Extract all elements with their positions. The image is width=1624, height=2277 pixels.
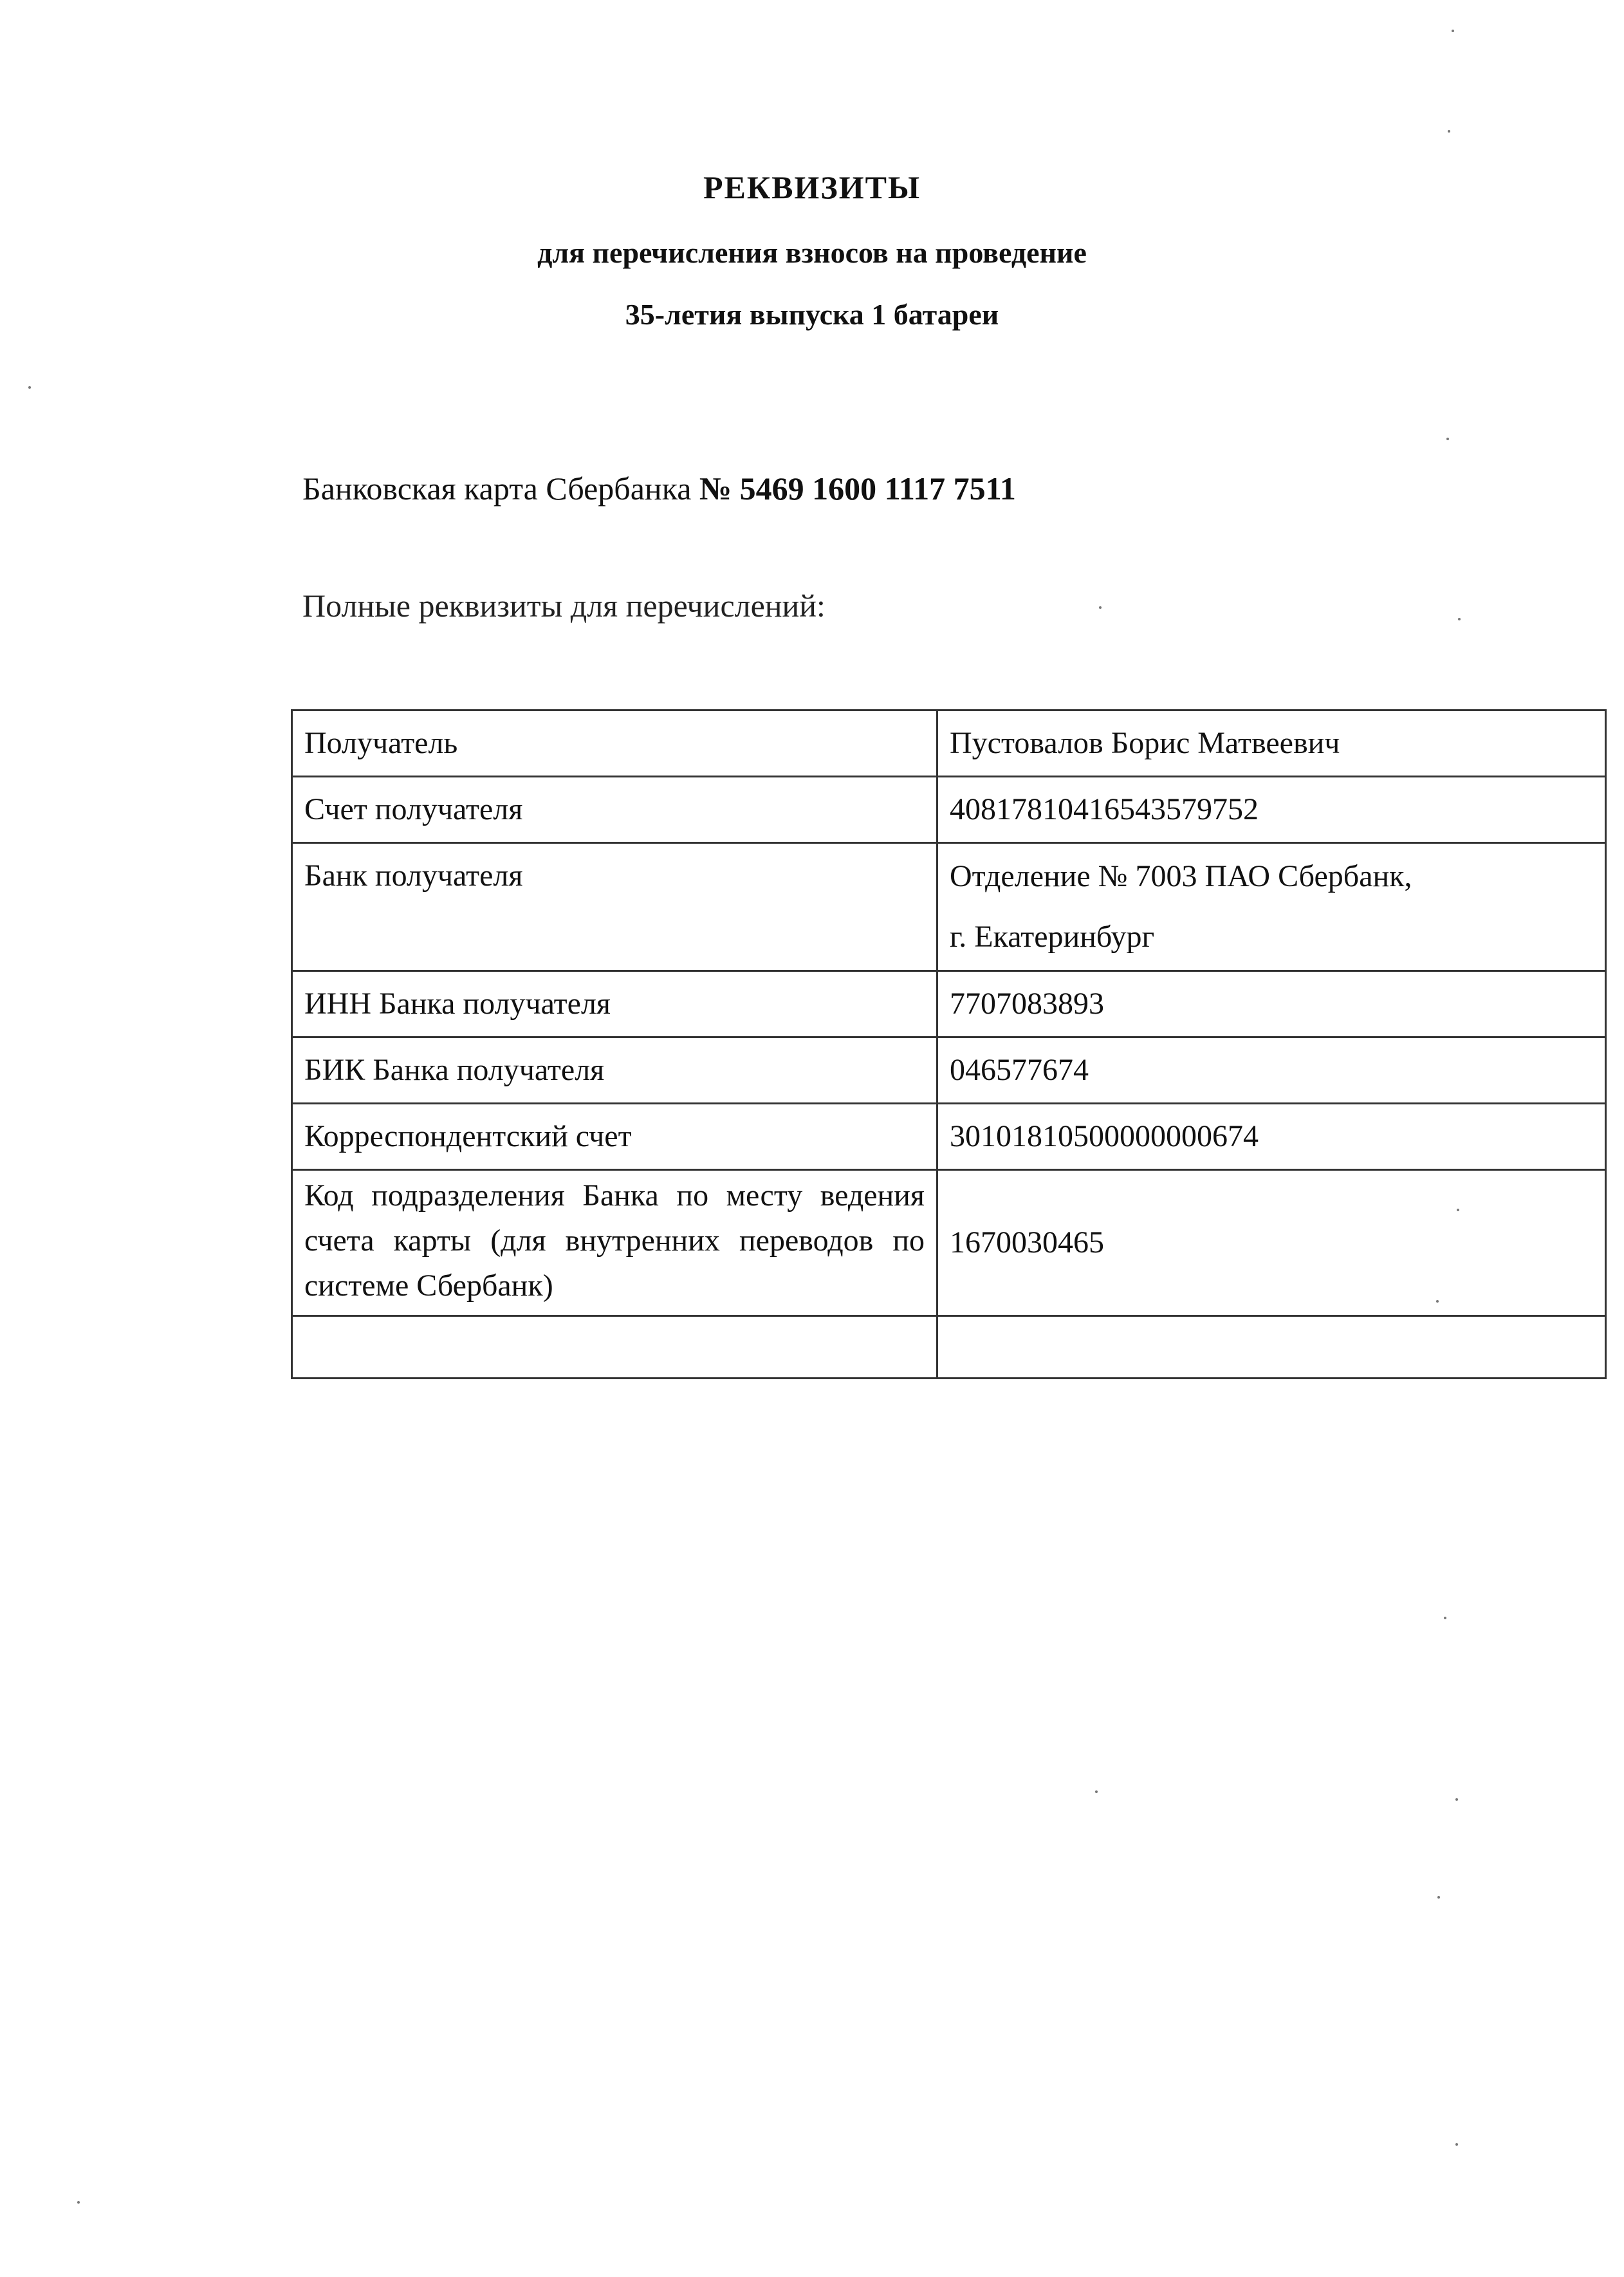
- scan-speck: [1448, 130, 1450, 133]
- row-label-corr-account: Корреспондентский счет: [292, 1104, 937, 1170]
- scan-speck: [1455, 2143, 1458, 2146]
- table-row: [292, 1170, 1606, 1316]
- scan-speck: [1455, 1798, 1458, 1801]
- row-label-division-code: Код подразделения Банка по месту ведения счета карты (для внутренних переводов по системе Сбербанк): [292, 1170, 937, 1316]
- row-value-empty: [937, 1316, 1606, 1379]
- subtitle-line-1: для перечисления взносов на проведение: [537, 236, 1087, 269]
- row-value-corr-account: 30101810500000000674: [937, 1104, 1606, 1170]
- row-value-bik: 046577674: [937, 1037, 1606, 1104]
- scan-speck: [1457, 1209, 1459, 1211]
- subtitle-line-2: 35-летия выпуска 1 батареи: [625, 298, 999, 331]
- scan-speck: [1436, 1300, 1439, 1303]
- row-label-inn: ИНН Банка получателя: [292, 971, 937, 1037]
- scan-speck: [1095, 1790, 1098, 1793]
- requisites-table: [291, 709, 1607, 1379]
- scan-speck: [1458, 618, 1461, 620]
- row-label-bik: БИК Банка получателя: [292, 1037, 937, 1104]
- bank-city-line: г. Екатеринбург: [950, 920, 1155, 954]
- scan-speck: [1444, 1617, 1446, 1619]
- row-label-empty: [292, 1316, 937, 1379]
- bank-card-number: № 5469 1600 1117 7511: [699, 470, 1016, 507]
- table-row: [292, 711, 1606, 777]
- scan-speck: [77, 2201, 80, 2204]
- row-value-inn: 7707083893: [937, 971, 1606, 1037]
- full-requisites-heading: Полные реквизиты для перечислений:: [302, 588, 826, 624]
- bank-card-label: Банковская карта Сбербанка: [302, 470, 699, 507]
- scan-speck: [1452, 30, 1454, 32]
- scan-speck: [1099, 606, 1102, 609]
- table-row: [292, 1037, 1606, 1104]
- scan-speck: [28, 386, 31, 389]
- row-label-recipient: Получатель: [292, 711, 937, 777]
- page-title: РЕКВИЗИТЫ: [703, 169, 921, 205]
- row-value-account: 40817810416543579752: [937, 777, 1606, 843]
- row-value-division-code: 1670030465: [937, 1170, 1606, 1316]
- row-value-recipient: Пустовалов Борис Матвеевич: [937, 711, 1606, 777]
- table-row: [292, 777, 1606, 843]
- row-label-bank: Банк получателя: [292, 843, 937, 971]
- bank-name-line: Отделение № 7003 ПАО Сбербанк,: [950, 859, 1412, 893]
- scan-speck: [1437, 1896, 1440, 1899]
- table-row: [292, 843, 1606, 971]
- bank-card-line: [302, 470, 1016, 507]
- scan-speck: [1446, 438, 1449, 440]
- table-row: [292, 1104, 1606, 1170]
- table-row: [292, 971, 1606, 1037]
- table-row: [292, 1316, 1606, 1379]
- row-value-bank: [937, 843, 1606, 971]
- row-label-account: Счет получателя: [292, 777, 937, 843]
